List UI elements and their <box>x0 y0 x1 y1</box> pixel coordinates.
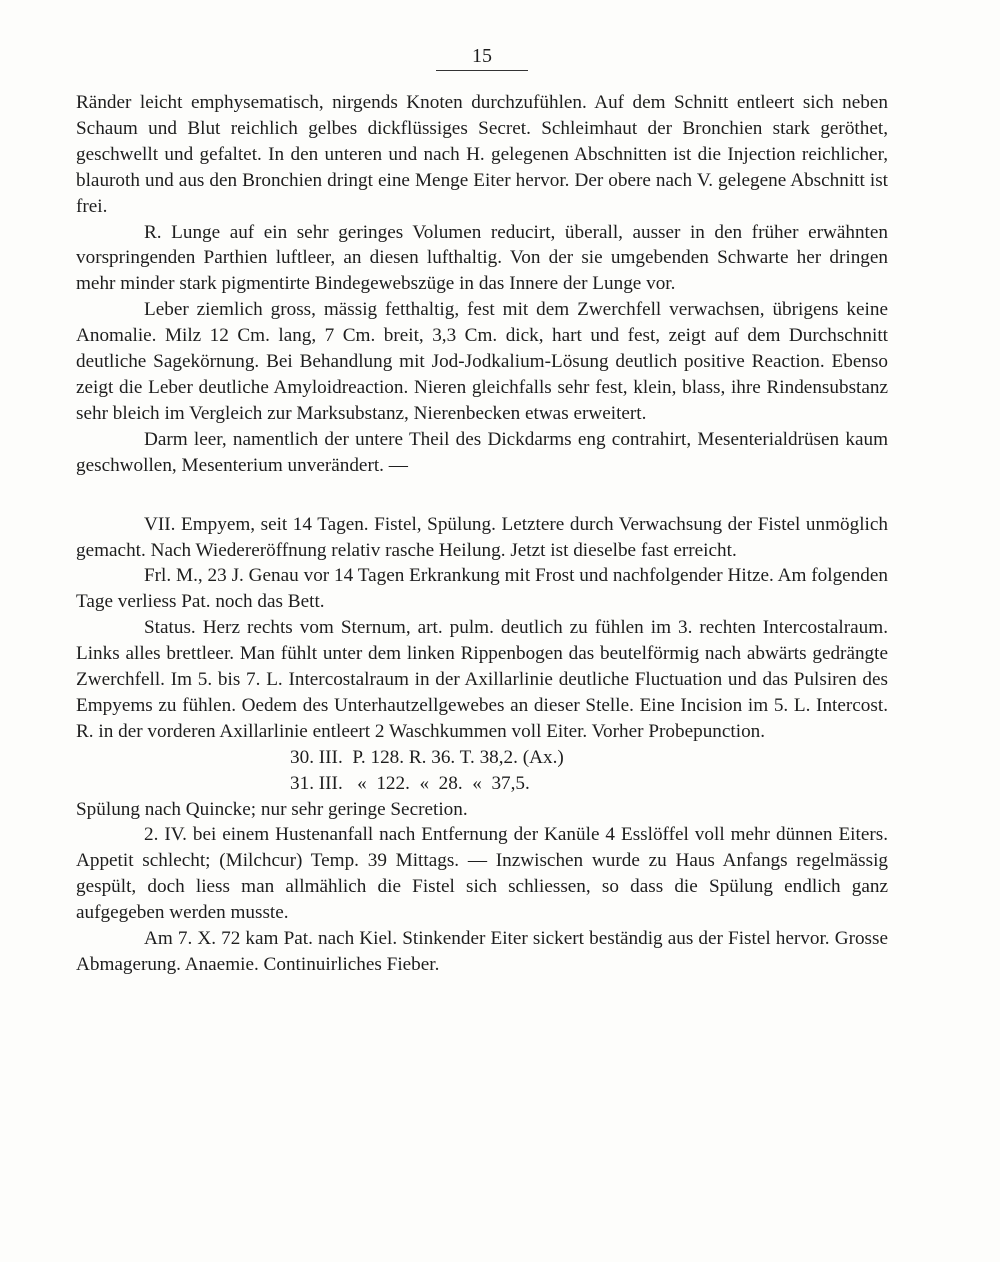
body-text <box>76 90 888 978</box>
vital-signs-row: 31. III. « 122. « 28. « 37,5. <box>290 772 530 794</box>
paragraph-cough: 2. IV. bei einem Hustenanfall nach Entfernung der Kanüle 4 Esslöffel voll mehr dünnen Eiters. Appetit schlecht; (Milchcur) Temp. 39 Mittags. — Inzwischen wurde zu Haus Anfangs regelmässig gespült, doch liess man allmählich die Fistel sich schliessen, so dass die Spülung endlich ganz aufgegeben werden musste. <box>76 824 888 924</box>
section-gap <box>76 479 888 512</box>
paragraph-kiel: Am 7. X. 72 kam Pat. nach Kiel. Stinkender Eiter sickert beständig aus der Fistel hervor. Grosse Abmagerung. Anaemie. Continuirliches Fieber. <box>76 928 888 975</box>
paragraph-case-heading: VII. Empyem, seit 14 Tagen. Fistel, Spülung. Letztere durch Verwachsung der Fistel unmöglich gemacht. Nach Wiedereröffnung relativ rasche Heilung. Jetzt ist dieselbe fast erreicht. <box>76 513 888 561</box>
page-number: 15 <box>436 44 528 71</box>
paragraph-status: Status. Herz rechts vom Sternum, art. pulm. deutlich zu fühlen im 3. rechten Intercostalraum. Links alles brettleer. Man fühlt unter dem linken Rippenbogen das beutelförmig nach abwärts gedrängte Zwerchfell. Im 5. bis 7. L. Intercostalraum in der Axillarlinie deutliche Fluctuation und das Pulsiren des Empyems zu fühlen. Oedem des Unterhautzellgewebes an dieser Stelle. Eine Incision im 5. L. Intercost. R. in der vorderen Axillarlinie entleert 2 Waschkummen voll Eiter. Vorher Probepunction. <box>76 617 888 742</box>
paragraph-intestine: Darm leer, namentlich der untere Theil des Dickdarms eng contrahirt, Mesenterialdrüsen kaum geschwollen, Mesenterium unverändert. — <box>76 428 888 476</box>
paragraph-lung-edges: Ränder leicht emphysematisch, nirgends Knoten durchzufühlen. Auf dem Schnitt entleert sich neben Schaum und Blut reichlich gelbes dickflüssiges Secret. Schleimhaut der Bronchien stark geröthet, geschwellt und gefaltet. In den unteren und nach H. gelegenen Abschnitten ist die Injection reichlicher, blauroth und aus den Bronchien dringt eine Menge Eiter hervor. Der obere nach V. gelegene Abschnitt ist frei. <box>76 92 888 217</box>
paragraph-irrigation: Spülung nach Quincke; nur sehr geringe Secretion. <box>76 798 468 820</box>
paragraph-right-lung: R. Lunge auf ein sehr geringes Volumen reducirt, überall, ausser in den früher erwähnten vorspringenden Parthien luftleer, an diesen lufthaltig. Von der sie umgebenden Schwarte her dringen mehr minder stark pigmentirte Bindegewebszüge in das Innere der Lunge vor. <box>76 221 888 295</box>
vital-signs-row: 30. III. P. 128. R. 36. T. 38,2. (Ax.) <box>290 746 564 768</box>
paragraph-liver-spleen: Leber ziemlich gross, mässig fetthaltig, fest mit dem Zwerchfell verwachsen, übrigens keine Anomalie. Milz 12 Cm. lang, 7 Cm. breit, 3,3 Cm. dick, hart und fest, zeigt auf dem Durchschnitt deutliche Sagekörnung. Bei Behandlung mit Jod-Jodkalium-Lösung deutlich positive Reaction. Ebenso zeigt die Leber deutliche Amyloidreaction. Nieren gleichfalls sehr fest, klein, blass, ihre Rindensubstanz sehr bleich im Vergleich zur Marksubstanz, Nierenbecken etwas erweitert. <box>76 299 888 424</box>
paragraph-patient: Frl. M., 23 J. Genau vor 14 Tagen Erkrankung mit Frost und nachfolgender Hitze. Am folgenden Tage verliess Pat. noch das Bett. <box>76 565 888 613</box>
